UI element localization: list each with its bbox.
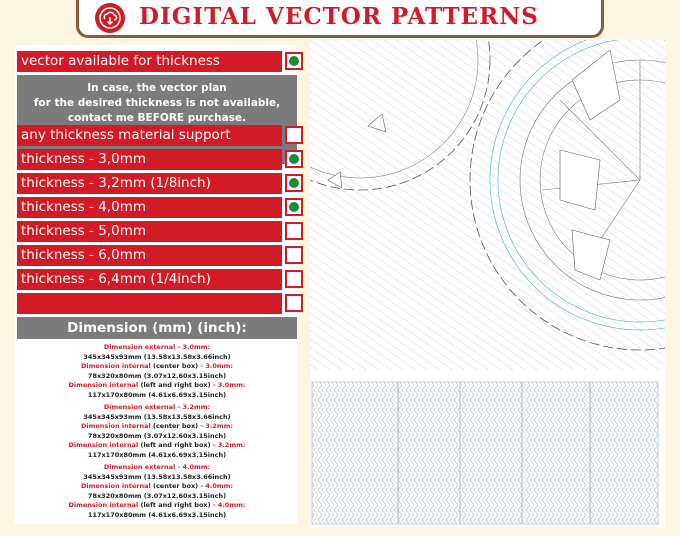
notice-line: In case, the vector plan bbox=[87, 82, 227, 94]
cloud-download-icon bbox=[99, 7, 121, 29]
vector-pattern-preview bbox=[310, 40, 665, 528]
available-dot-icon bbox=[289, 202, 299, 212]
thickness-checkbox bbox=[285, 222, 303, 240]
spec-center-label: Dimension internal (center box) - 4.0mm: bbox=[81, 482, 233, 490]
spec-side-label: Dimension internal (left and right box) - 3.2mm: bbox=[68, 441, 246, 449]
spec-side-value: 117x170x80mm (4.61x6.69x3.15inch) bbox=[87, 390, 227, 399]
thickness-option-label: thickness - 3,0mm bbox=[17, 149, 282, 170]
thickness-checkbox bbox=[285, 174, 303, 192]
spec-side-label: Dimension internal (left and right box) - 3.0mm: bbox=[68, 381, 246, 389]
page-title: DIGITAL VECTOR PATTERNS bbox=[139, 3, 539, 30]
spec-center-value: 78x320x80mm (3.07x12.60x3.15inch) bbox=[87, 431, 227, 440]
thickness-option-label: any thickness material support bbox=[17, 125, 282, 146]
dimension-header: Dimension (mm) (inch): bbox=[17, 317, 297, 339]
thickness-checkbox bbox=[285, 294, 303, 312]
spec-side-value: 117x170x80mm (4.61x6.69x3.15inch) bbox=[87, 450, 227, 459]
spec-external-value: 345x345x93mm (13.58x13.58x3.66inch) bbox=[83, 472, 231, 481]
spec-center-label: Dimension internal (center box) - 3.0mm: bbox=[81, 362, 233, 370]
availability-label: vector available for thickness bbox=[17, 51, 282, 72]
spec-center-label: Dimension internal (center box) - 3.2mm: bbox=[81, 422, 233, 430]
spec-external-label: Dimension external - 3.0mm: bbox=[103, 343, 211, 351]
spec-center-value: 78x320x80mm (3.07x12.60x3.15inch) bbox=[87, 491, 227, 500]
pattern-drawing bbox=[310, 40, 665, 528]
thickness-checkbox bbox=[285, 198, 303, 216]
spec-external-label: Dimension external - 4.0mm: bbox=[103, 463, 211, 471]
spec-side-label: Dimension internal (left and right box) - 4.0mm: bbox=[68, 501, 246, 509]
available-dot-icon bbox=[289, 56, 299, 66]
notice-line: contact me BEFORE purchase. bbox=[67, 112, 247, 124]
availability-legend-checkbox bbox=[285, 52, 303, 70]
thickness-option-label: thickness - 6,4mm (1/4inch) bbox=[17, 269, 282, 290]
thickness-checkbox bbox=[285, 270, 303, 288]
spec-external-value: 345x345x93mm (13.58x13.58x3.66inch) bbox=[83, 352, 231, 361]
dimension-spec-block bbox=[17, 463, 297, 520]
available-dot-icon bbox=[289, 178, 299, 188]
thickness-option-label bbox=[17, 293, 282, 314]
title-banner bbox=[76, 0, 604, 38]
spec-side-value: 117x170x80mm (4.61x6.69x3.15inch) bbox=[87, 510, 227, 519]
spec-external-value: 345x345x93mm (13.58x13.58x3.66inch) bbox=[83, 412, 231, 421]
spec-center-value: 78x320x80mm (3.07x12.60x3.15inch) bbox=[87, 371, 227, 380]
thickness-option-label: thickness - 4,0mm bbox=[17, 197, 282, 218]
thickness-option-label: thickness - 3,2mm (1/8inch) bbox=[17, 173, 282, 194]
thickness-option-label: thickness - 5,0mm bbox=[17, 221, 282, 242]
thickness-checkbox bbox=[285, 150, 303, 168]
dimension-spec-block bbox=[17, 343, 297, 400]
notice-line: for the desired thickness is not available, bbox=[33, 97, 281, 109]
logo bbox=[95, 3, 125, 33]
thickness-checkbox bbox=[285, 246, 303, 264]
dimension-spec-block bbox=[17, 403, 297, 460]
specification-panel bbox=[15, 45, 297, 524]
spec-external-label: Dimension external - 3.2mm: bbox=[103, 403, 211, 411]
thickness-option-label: thickness - 6,0mm bbox=[17, 245, 282, 266]
thickness-checkbox bbox=[285, 126, 303, 144]
available-dot-icon bbox=[289, 154, 299, 164]
